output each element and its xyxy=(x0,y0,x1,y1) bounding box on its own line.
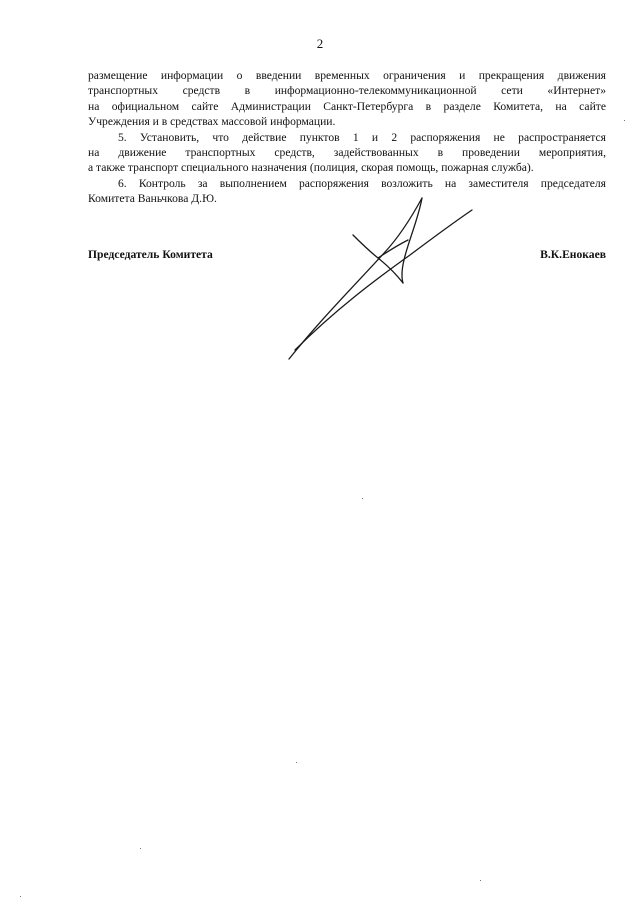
signatory-title: Председатель Комитета xyxy=(88,248,213,261)
paragraph-item-5 xyxy=(88,130,606,176)
text-line: Комитета Ваньчкова Д.Ю. xyxy=(88,192,217,206)
scan-speck xyxy=(20,896,21,897)
handwritten-signature xyxy=(280,180,480,365)
scan-speck xyxy=(296,762,297,763)
text-line: Учреждения и в средствах массовой информации. xyxy=(88,115,336,129)
scan-speck xyxy=(362,498,363,499)
text-line: а также транспорт специального назначения (полиция, скорая помощь, пожарная служба). xyxy=(88,161,534,175)
text-line: размещение информации о введении временных ограничения и прекращения движения xyxy=(88,69,606,82)
page-number: 2 xyxy=(316,36,324,51)
scan-speck xyxy=(624,120,625,121)
scan-speck xyxy=(480,880,481,881)
text-line: на движение транспортных средств, задействованных в проведении мероприятия, xyxy=(88,146,606,160)
text-line: на официальном сайте Администрации Санкт-Петербурга в разделе Комитета, на сайте xyxy=(88,99,606,113)
text-line: транспортных средств в информационно-телекоммуникационной сети «Интернет» xyxy=(88,84,606,98)
text-line: 5. Установить, что действие пунктов 1 и 2 распоряжения не распространяется xyxy=(118,130,606,144)
signatory-name: В.К.Енокаев xyxy=(540,248,606,261)
paragraph-publication xyxy=(88,68,606,130)
text-line: 6. Контроль за выполнением распоряжения возложить на заместителя председателя xyxy=(118,176,606,190)
scan-speck xyxy=(140,848,141,849)
